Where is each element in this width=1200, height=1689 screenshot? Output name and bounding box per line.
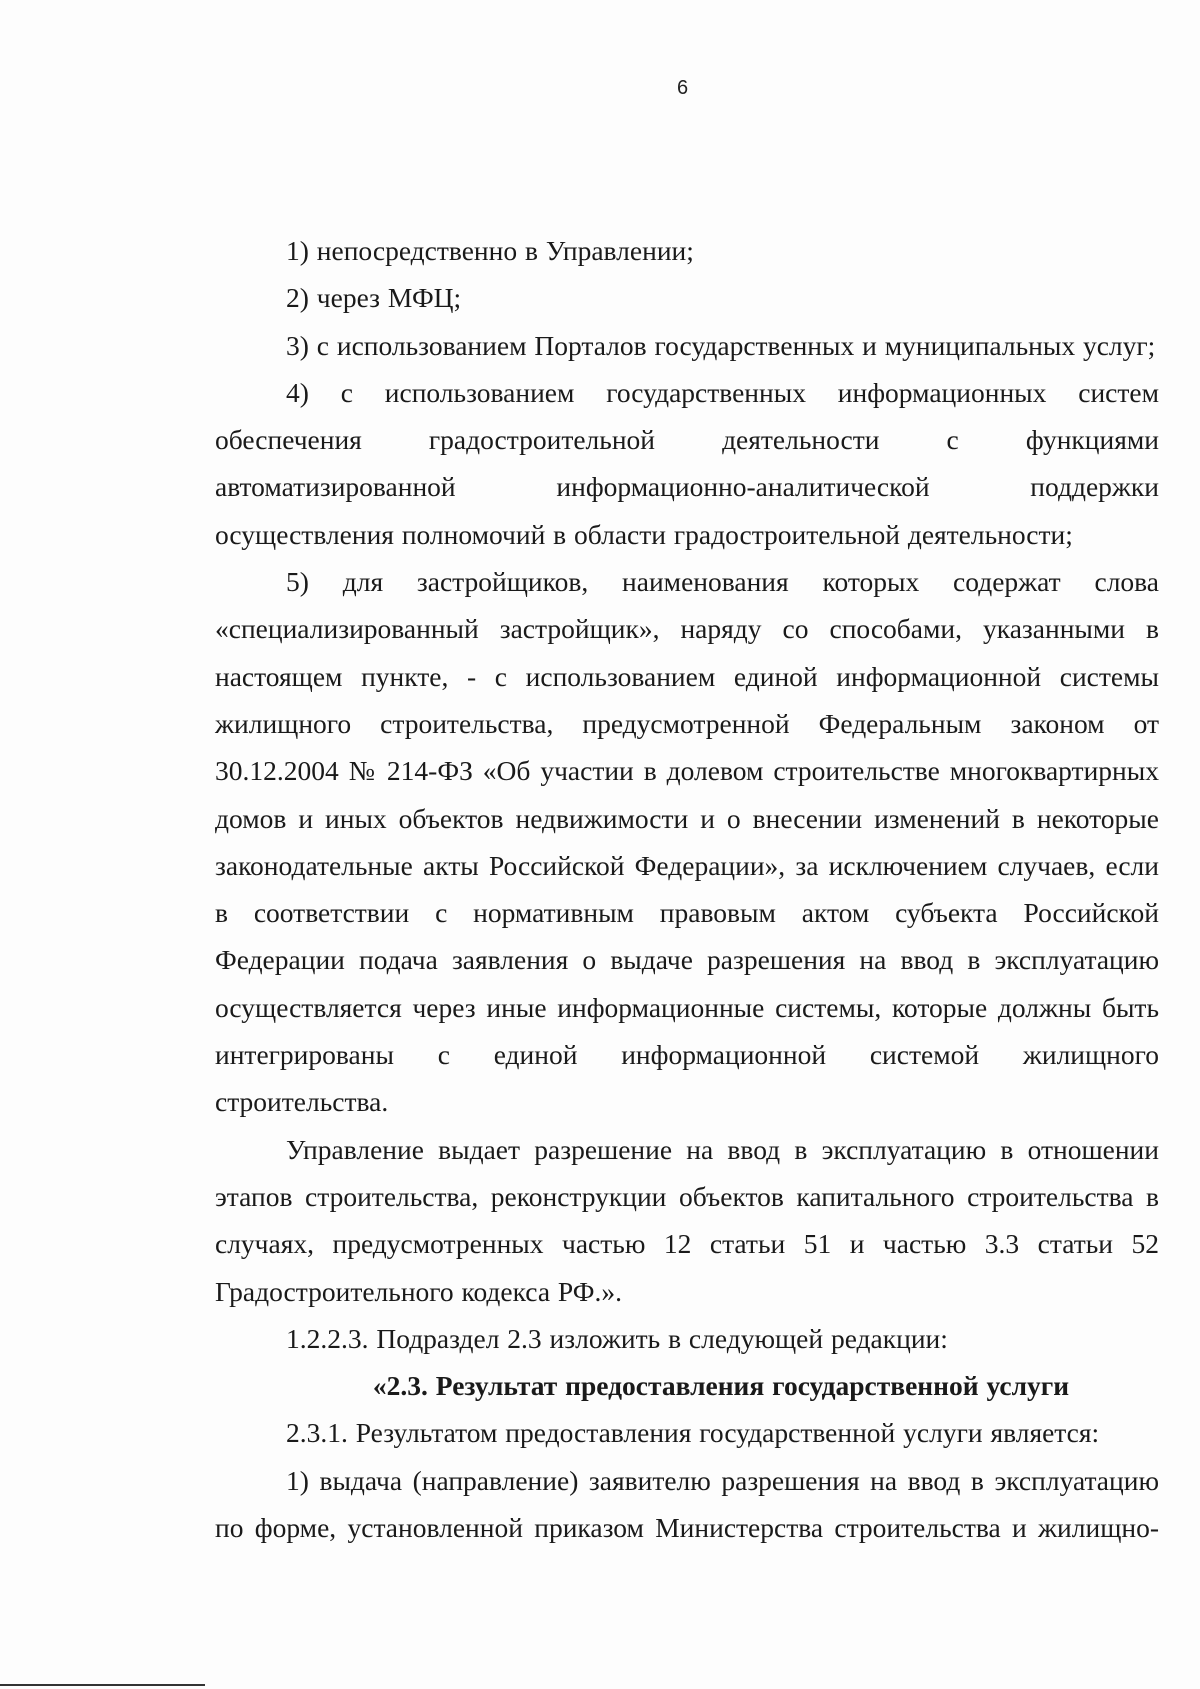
section-heading: «2.3. Результат предоставления государственной услуги (372, 1370, 1070, 1402)
list-item-2: 2) через МФЦ; (286, 282, 462, 314)
page-number: 6 (676, 77, 689, 99)
list-item-result-1: 1) выдача (направление) заявителю разрешения на ввод в эксплуатацию по форме, установленной приказом Министерства строительства и жилищно- (215, 1464, 1159, 1544)
footer-rule (0, 1684, 205, 1686)
paragraph-stages: Управление выдает разрешение на ввод в эксплуатацию в отношении этапов строительства, реконструкции объектов капитального строительства в случаях, предусмотренных частью 12 статьи 51 и частью 3.3 статьи 52 Градостроительного кодекса РФ.». (215, 1133, 1159, 1307)
list-item-3: 3) с использованием Порталов государственных и муниципальных услуг; (286, 329, 1156, 361)
document-body (215, 227, 1159, 1551)
list-item-4: 4) с использованием государственных информационных систем обеспечения градостроительной деятельности с функциями автоматизированной информационно-аналитической поддержки осуществления полномочий в области градостроительной деятельности; (215, 376, 1159, 550)
list-item-1: 1) непосредственно в Управлении; (286, 235, 694, 266)
list-item-5: 5) для застройщиков, наименования которых содержат слова «специализированный застройщик», наряду со способами, указанными в настоящем пункте, - с использованием единой информационной системы жилищного строительства, предусмотренной Федеральным законом от 30.12.2004 № 214-ФЗ «Об участии в долевом строительстве многоквартирных домов и иных объектов недвижимости и о внесении изменений в некоторые законодательные акты Российской Федерации», за исключением случаев, если в соответствии с нормативным правовым актом субъекта Российской Федерации подача заявления о выдаче разрешения на ввод в эксплуатацию осуществляется через иные информационные системы, которые должны быть интегрированы с единой информационной системой жилищного строительства. (215, 566, 1159, 1118)
paragraph-result-intro: 2.3.1. Результатом предоставления государственной услуги является: (286, 1417, 1100, 1449)
paragraph-subsection-instruction: 1.2.2.3. Подраздел 2.3 изложить в следующей редакции: (286, 1322, 948, 1354)
